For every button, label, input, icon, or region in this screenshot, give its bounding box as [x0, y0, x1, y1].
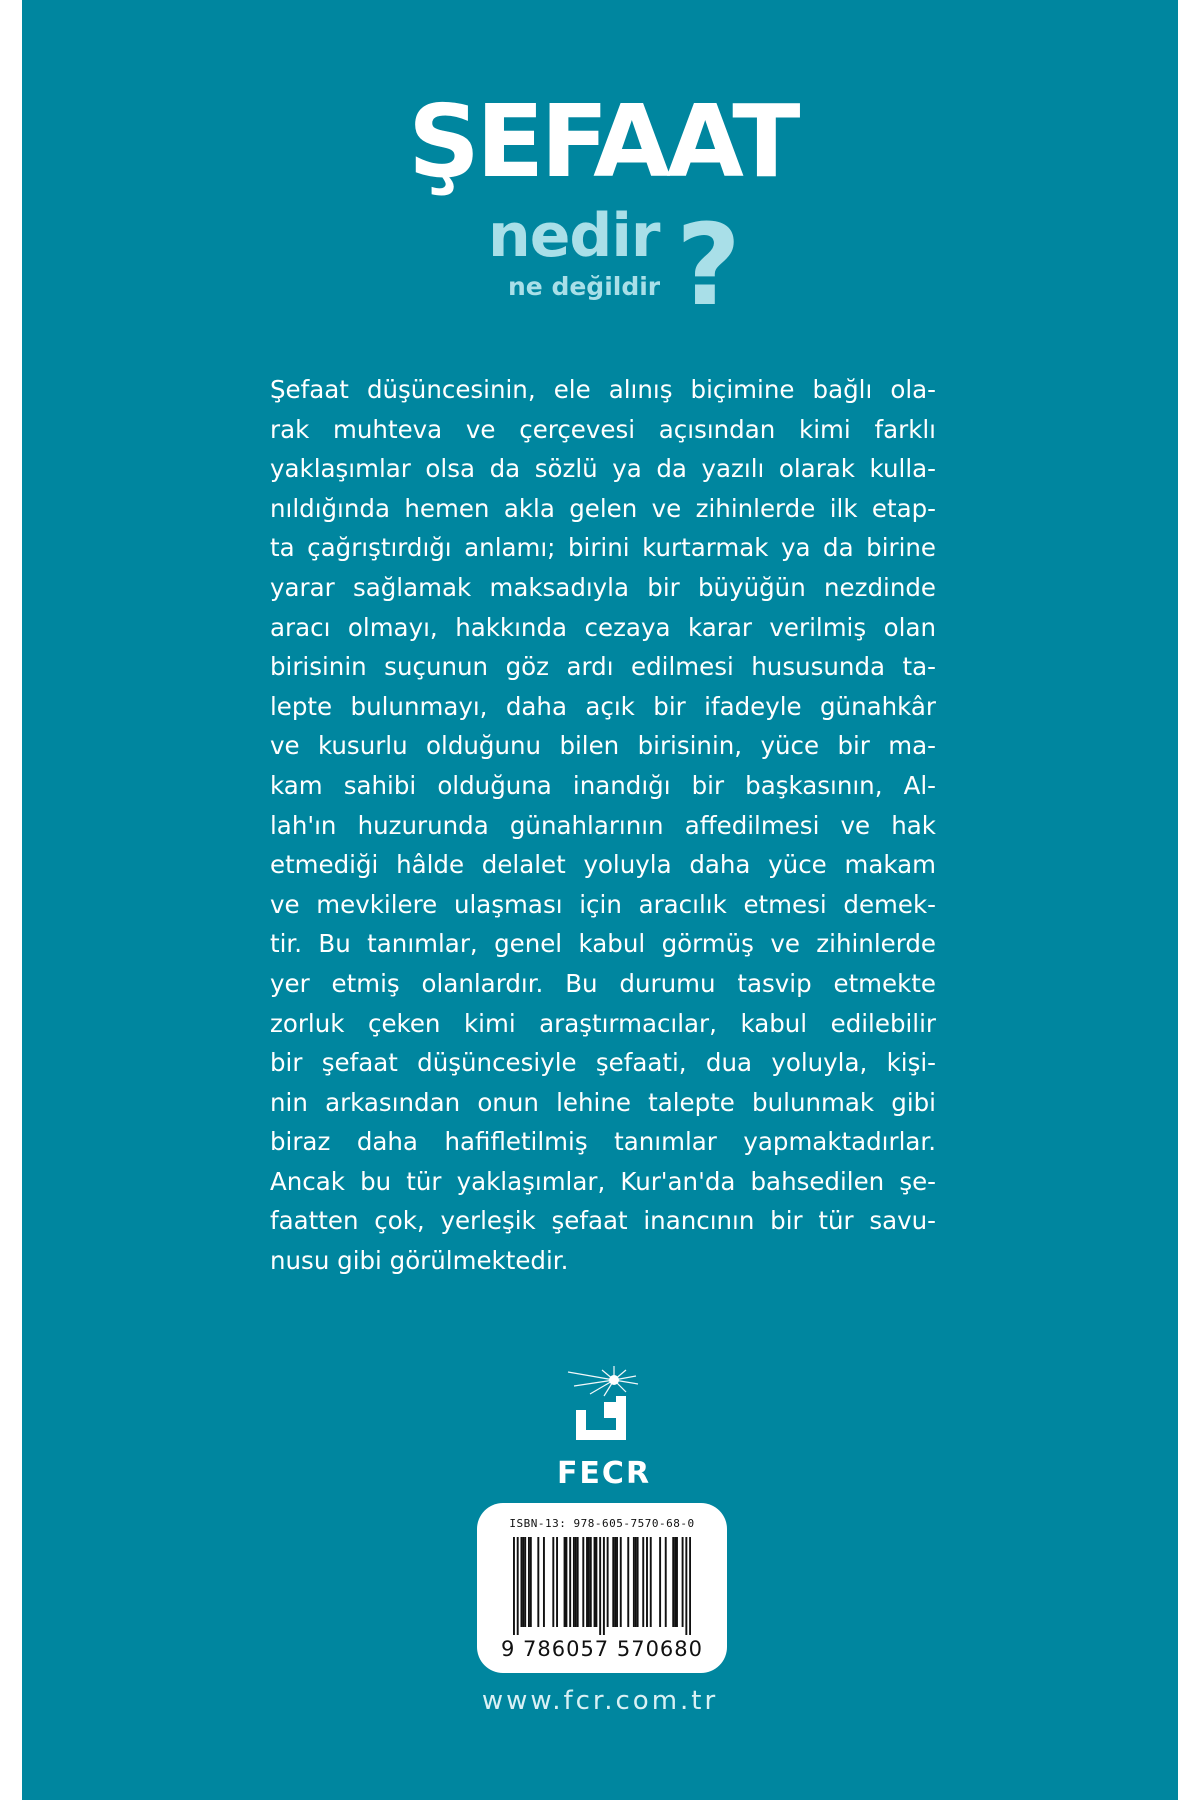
barcode-bar [569, 1537, 571, 1627]
blurb-line: ve mevkilere ulaşması için aracılık etmesi demek- [270, 889, 936, 919]
barcode-bar [650, 1537, 652, 1627]
blurb-line: aracı olmayı, hakkında cezaya karar verilmiş olan [270, 612, 936, 642]
barcode-bar [659, 1537, 661, 1627]
barcode-bar [599, 1537, 601, 1635]
barcode-bar [637, 1537, 639, 1627]
barcode-bar [642, 1537, 644, 1627]
blurb-line: yer etmiş olanlardır. Bu durumu tasvip etmekte [270, 968, 936, 998]
barcode-bar [614, 1537, 616, 1627]
blurb-line: lah'ın huzurunda günahlarının affedilmesi ve hak [270, 810, 936, 840]
ean-number: 9 786057 570680 [500, 1637, 704, 1661]
publisher-website[interactable]: www.fcr.com.tr [481, 1686, 719, 1716]
barcode-bar [595, 1537, 597, 1627]
barcode-bar [522, 1537, 524, 1627]
barcode-bar [594, 1537, 596, 1627]
barcode-bar [603, 1537, 605, 1635]
book-back-cover [22, 0, 1178, 1800]
isbn-number: ISBN-13: 978-605-7570-68-0 [509, 1517, 695, 1530]
barcode-bar [586, 1537, 588, 1627]
blurb-line: nin arkasından onun lehine talepte bulunmak gibi [270, 1087, 936, 1117]
barcode-panel [477, 1503, 727, 1673]
publisher-logo [544, 1366, 664, 1496]
barcode-bar [577, 1537, 579, 1627]
barcode-bar [528, 1537, 530, 1627]
barcode-bar [607, 1537, 609, 1627]
back-cover-blurb [270, 370, 936, 1281]
barcode-bar [552, 1537, 554, 1627]
barcode-bar [590, 1537, 592, 1627]
barcode-bar [520, 1537, 522, 1627]
barcode-bar [665, 1537, 667, 1627]
blurb-line: kam sahibi olduğuna inandığı bir başkasının, Al- [270, 770, 936, 800]
blurb-line: nıldığında hemen akla gelen ve zihinlerde ilk etap- [270, 493, 936, 523]
fecr-logo-icon [564, 1366, 644, 1452]
barcode-bar [573, 1537, 575, 1627]
barcode-bar [676, 1537, 678, 1627]
blurb-line: nusu gibi görülmektedir. [270, 1246, 569, 1276]
barcode-bar [682, 1537, 684, 1627]
blurb-line: zorluk çeken kimi araştırmacılar, kabul edilebilir [270, 1008, 936, 1038]
title-main: ŞEFAAT [408, 83, 797, 200]
blurb-line: etmediği hâlde delalet yoluyla daha yüce makam [270, 850, 936, 880]
barcode-bar [633, 1537, 635, 1627]
blurb-line: biraz daha hafifletilmiş tanımlar yapmaktadırlar. [270, 1127, 936, 1157]
blurb-line: yarar sağlamak maksadıyla bir büyüğün nezdinde [270, 572, 936, 602]
blurb-line: birisinin suçunun göz ardı edilmesi hususunda ta- [270, 652, 936, 682]
blurb-line: bir şefaat düşüncesiyle şefaati, dua yoluyla, kişi- [270, 1048, 936, 1078]
barcode-bar [556, 1537, 558, 1627]
barcode-bar [674, 1537, 676, 1627]
barcode-bar [635, 1537, 637, 1627]
barcode-bar [646, 1537, 648, 1627]
barcode-bar [543, 1537, 545, 1627]
blurb-line: faatten çok, yerleşik şefaat inancının bir tür savu- [270, 1206, 936, 1236]
barcode-bar [530, 1537, 532, 1627]
barcode-bar [575, 1537, 577, 1627]
blurb-line: Ancak bu tür yaklaşımlar, Kur'an'da bahsedilen şe- [270, 1166, 936, 1196]
barcode-bar [513, 1537, 515, 1635]
barcode-bar [689, 1537, 691, 1635]
barcode-bar [616, 1537, 618, 1627]
barcode-bar [537, 1537, 539, 1627]
title-nedir: nedir [488, 201, 660, 271]
blurb-line: Şefaat düşüncesinin, ele alınış biçimine bağlı ola- [270, 375, 936, 404]
barcode-bar [685, 1537, 687, 1635]
barcode-bar [524, 1537, 526, 1627]
barcode-bar [672, 1537, 674, 1627]
blurb-line: yaklaşımlar olsa da sözlü ya da yazılı olarak kulla- [270, 454, 936, 484]
barcode-bar [627, 1537, 629, 1627]
blurb-line: ve kusurlu olduğunu bilen birisinin, yüce bir ma- [270, 731, 936, 761]
barcode-bars [513, 1537, 691, 1635]
barcode-bar [582, 1537, 584, 1627]
barcode-bar [517, 1537, 519, 1635]
blurb-line: rak muhteva ve çerçevesi açısından kimi farklı [270, 414, 936, 444]
blurb-line: tir. Bu tanımlar, genel kabul görmüş ve zihinlerde [270, 929, 936, 959]
barcode-bar [620, 1537, 622, 1627]
publisher-name: FECR [556, 1456, 652, 1491]
blurb-line: lepte bulunmayı, daha açık bir ifadeyle günahkâr [270, 691, 936, 721]
barcode-bar [612, 1537, 614, 1627]
barcode-bar [588, 1537, 590, 1627]
title-subtitle: ne değildir [508, 272, 661, 301]
blurb-line: ta çağrıştırdığı anlamı; birini kurtarmak ya da birine [270, 533, 936, 563]
barcode-bar [564, 1537, 566, 1627]
barcode-bar [565, 1537, 567, 1627]
title-question-mark: ? [676, 201, 741, 331]
